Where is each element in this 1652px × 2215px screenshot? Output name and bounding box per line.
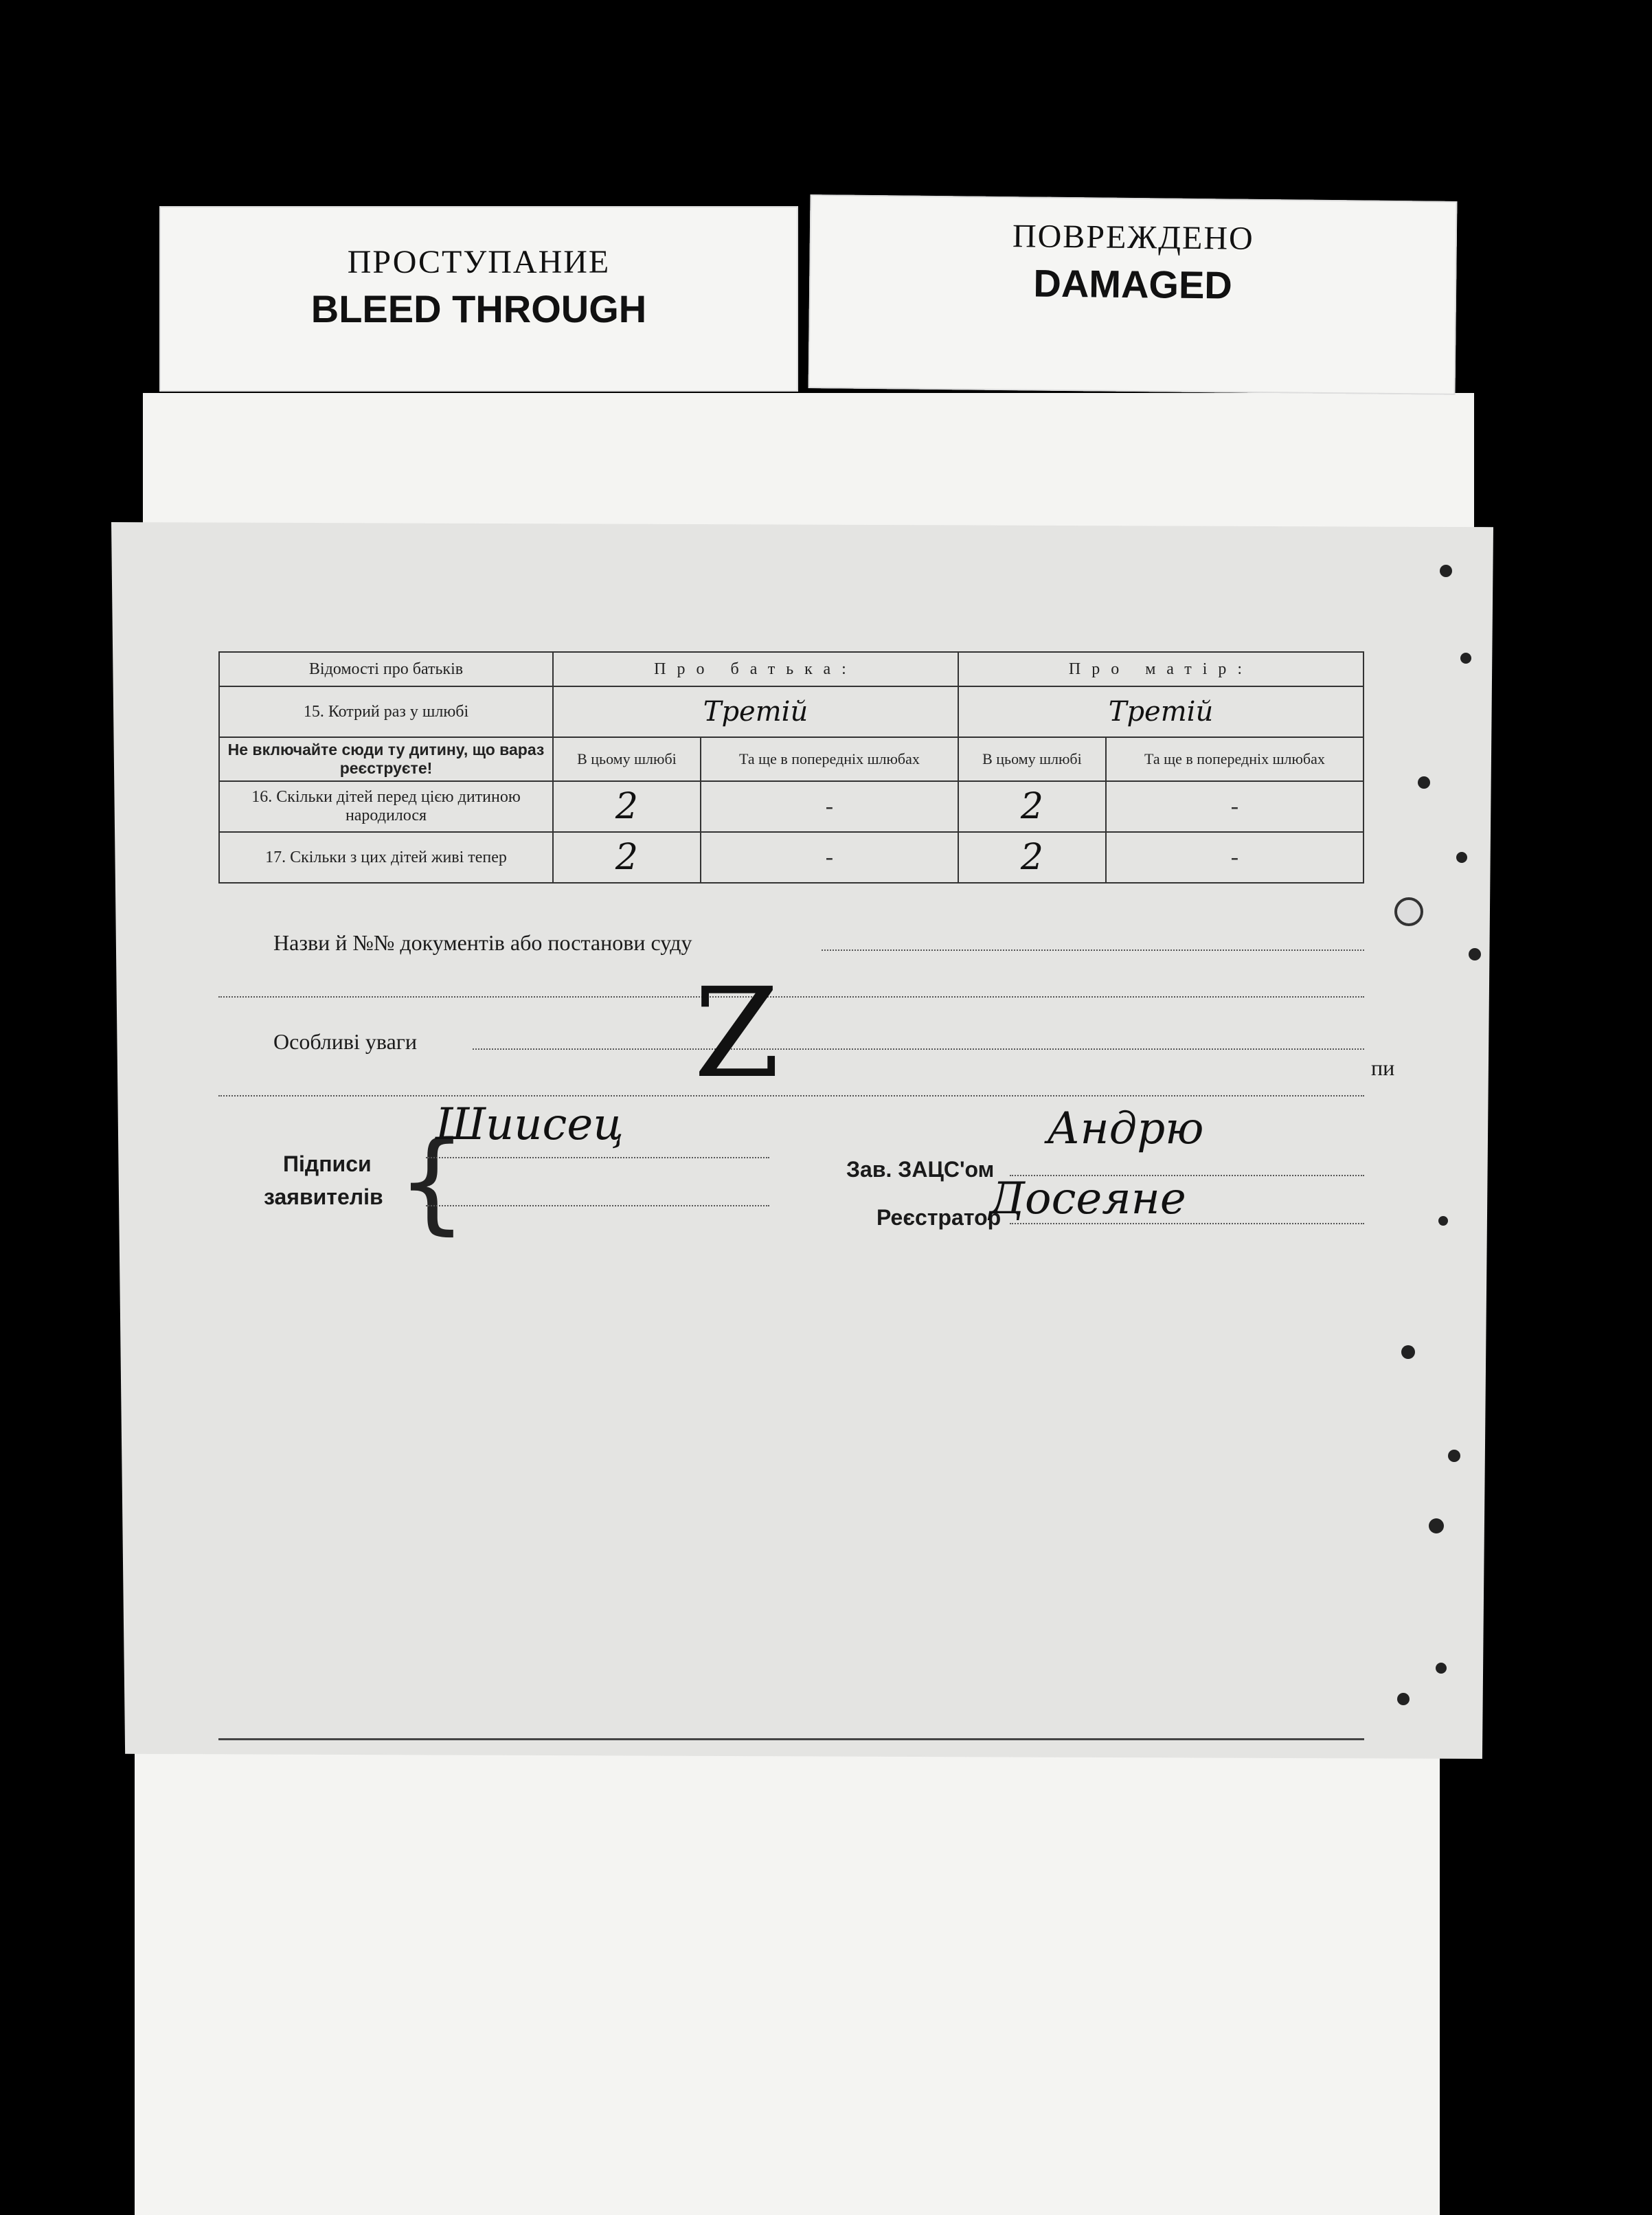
table-row-16 (219, 781, 1364, 832)
documents-line-1 (822, 949, 1364, 951)
col-header-mother: Про матір: (958, 652, 1364, 686)
row16-father-this: 2 (553, 781, 701, 832)
row17-father-prev: - (701, 832, 958, 883)
row17-father-this: 2 (553, 832, 701, 883)
registrar-line (1010, 1223, 1364, 1224)
bleed-through-ru-label: ПРОСТУПАНИЕ (347, 244, 611, 280)
bleed-through-en-label: BLEED THROUGH (310, 287, 647, 330)
registry-head-signature: Андрю (1047, 1103, 1204, 1154)
binding-hole (1440, 565, 1452, 577)
sub-this-father: В цьому шлюбі (553, 737, 701, 781)
bleed-through-target-card (159, 206, 798, 392)
table-subheader-row (219, 737, 1364, 781)
row17-mother-prev: - (1106, 832, 1364, 883)
registrar-signature: Досеяне (989, 1173, 1186, 1224)
binding-hole (1460, 653, 1471, 664)
binding-hole (1448, 1450, 1460, 1462)
registrar-label: Реєстратор (876, 1205, 1002, 1230)
bottom-rule (218, 1738, 1364, 1740)
documents-line-2 (218, 996, 1364, 998)
row16-father-prev: - (701, 781, 958, 832)
row17-label: 17. Скільки з цих дітей живі тепер (219, 832, 553, 883)
binding-hole (1394, 897, 1423, 926)
applicant-signature-line-2 (426, 1205, 769, 1206)
parents-info-table (218, 651, 1364, 884)
applicant-signature-line-1 (426, 1157, 769, 1158)
row16-mother-this: 2 (958, 781, 1106, 832)
binding-hole (1436, 1663, 1447, 1674)
binding-hole (1397, 1693, 1410, 1705)
applicant-signature: Шиисец (435, 1099, 624, 1150)
col-header-parents: Відомості про батьків (219, 652, 553, 686)
table-header-row (219, 652, 1364, 686)
sub-prev-father: Та ще в попередніх шлюбах (701, 737, 958, 781)
damaged-ru-label: ПОВРЕЖДЕНО (1012, 218, 1255, 257)
binding-hole (1429, 1518, 1444, 1533)
backing-sheet-top (143, 393, 1474, 530)
binding-hole (1456, 852, 1467, 863)
special-notes-line-1 (473, 1048, 1364, 1050)
special-notes-mark: Z (694, 962, 780, 1105)
binding-hole (1469, 948, 1481, 960)
row16-mother-prev: - (1106, 781, 1364, 832)
exclude-note: Не включайте сюди ту дитину, що вараз реєструєте! (219, 737, 553, 781)
signatures-label-2: заявителів (264, 1184, 383, 1209)
row15-mother-value: Третій (958, 686, 1364, 737)
signatures-brace: { (397, 1117, 467, 1246)
binding-hole (1401, 1345, 1415, 1359)
margin-text: пи (1371, 1055, 1395, 1080)
signatures-label-1: Підписи (283, 1151, 372, 1176)
documents-label: Назви й №№ документів або постанови суду (273, 930, 692, 955)
damaged-en-label: DAMAGED (1033, 261, 1233, 307)
sub-prev-mother: Та ще в попередніх шлюбах (1106, 737, 1364, 781)
row15-label: 15. Котрий раз у шлюбі (219, 686, 553, 737)
binding-hole (1438, 1216, 1448, 1226)
special-notes-line-2 (218, 1095, 1364, 1097)
row15-father-value: Третій (553, 686, 958, 737)
special-notes-label: Особливі уваги (273, 1029, 418, 1054)
table-row-15 (219, 686, 1364, 737)
table-row-17 (219, 832, 1364, 883)
damaged-target-card (808, 194, 1458, 395)
registry-head-label: Зав. ЗАЦС'ом (846, 1157, 995, 1182)
row17-mother-this: 2 (958, 832, 1106, 883)
sub-this-mother: В цьому шлюбі (958, 737, 1106, 781)
backing-sheet-bottom (135, 1745, 1440, 2215)
binding-hole (1418, 776, 1430, 789)
row16-label: 16. Скільки дітей перед цією дитиною народилося (219, 781, 553, 832)
col-header-father: Про батька: (553, 652, 958, 686)
